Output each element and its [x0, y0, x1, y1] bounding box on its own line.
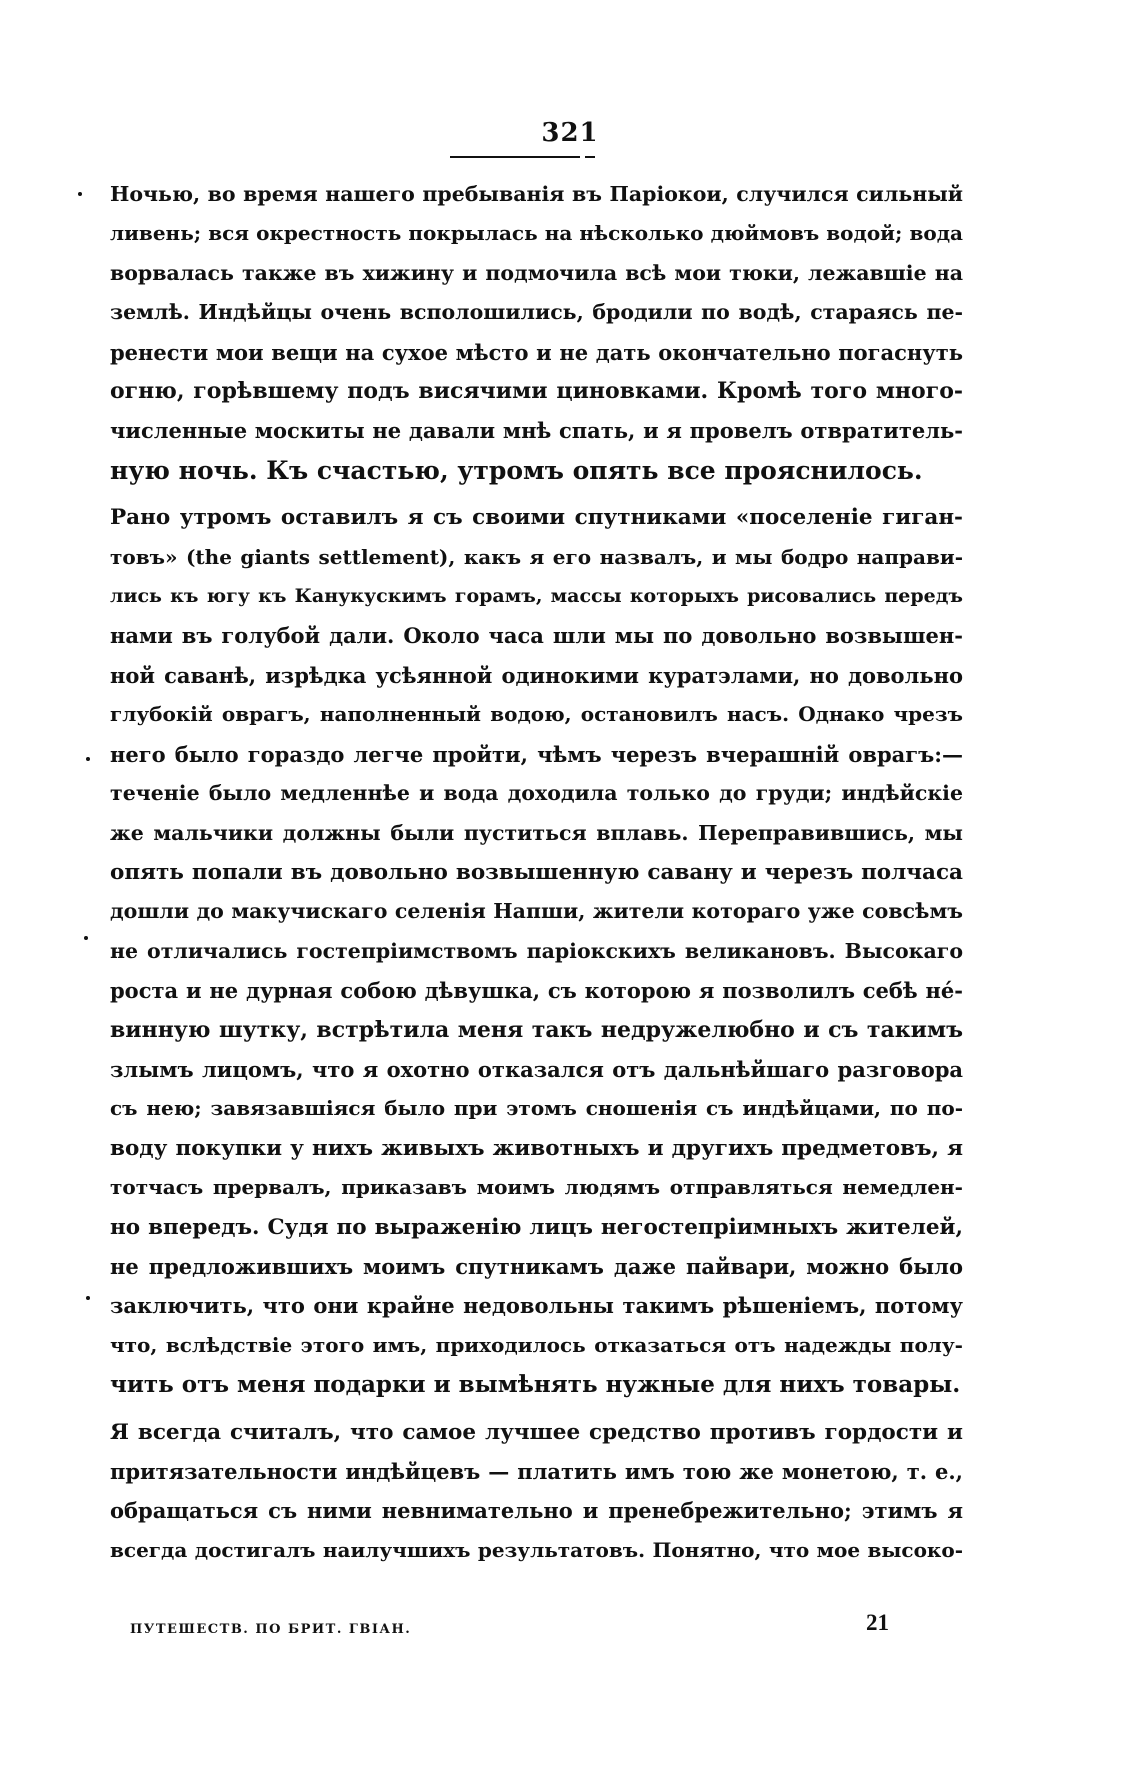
text-line: ворвалась также въ хижину и подмочила всѣ мои тюки, лежавшіе на: [110, 260, 963, 285]
text-line: численные москиты не давали мнѣ спать, и я провелъ отвратитель-: [110, 418, 963, 444]
text-line: роста и не дурная собою дѣвушка, съ которою я позволилъ себѣ нé-: [110, 978, 963, 1004]
text-line: заключить, что они крайне недовольны такимъ рѣшеніемъ, потому: [110, 1293, 963, 1319]
text-line: всегда достигалъ наилучшихъ результатовъ. Понятно, что мое высоко-: [110, 1537, 963, 1562]
text-line: обращаться съ ними невнимательно и пренебрежительно; этимъ я: [110, 1498, 963, 1524]
text-line: ливень; вся окрестность покрылась на нѣсколько дюймовъ водой; вода: [110, 221, 963, 246]
text-line: воду покупки у нихъ живыхъ животныхъ и другихъ предметовъ, я: [110, 1135, 963, 1161]
header-rule: [450, 156, 580, 158]
text-line: Рано утромъ оставилъ я съ своими спутниками «поселеніе гиган-: [110, 505, 963, 531]
text-line: землѣ. Индѣйцы очень всполошились, бродили по водѣ, стараясь пе-: [110, 300, 963, 325]
text-line: него было гораздо легче пройти, чѣмъ черезъ вчерашній оврагъ:—: [110, 741, 963, 767]
text-line: но впередъ. Судя по выраженію лицъ негостепріимныхъ жителей,: [110, 1214, 963, 1240]
text-line: злымъ лицомъ, что я охотно отказался отъ дальнѣйшаго разговора: [110, 1056, 963, 1082]
text-line: опять попали въ довольно возвышенную савану и черезъ полчаса: [110, 859, 963, 885]
text-line: ренести мои вещи на сухое мѣсто и не дать окончательно погаснуть: [110, 339, 963, 365]
text-line: ной саванѣ, изрѣдка усѣянной одинокими куратэлами, но довольно: [110, 662, 963, 688]
stray-ink-mark: [86, 1296, 90, 1300]
text-line: что, вслѣдствіе этого имъ, приходилось отказаться отъ надежды полу-: [110, 1332, 963, 1357]
text-line: не предложившихъ моимъ спутникамъ даже пайвари, можно было: [110, 1253, 963, 1279]
header-rule-dash: [585, 156, 595, 158]
text-line: не отличались гостепріимствомъ паріокскихъ великановъ. Высокаго: [110, 938, 963, 963]
sheet-number: 21: [866, 1610, 889, 1635]
paragraph-3: [110, 1413, 963, 1571]
text-line: Ночью, во время нашего пребыванія въ Паріокои, случился сильный: [110, 182, 963, 206]
paragraph-1: [110, 175, 963, 490]
text-line: теченіе было медленнѣе и вода доходила только до груди; индѣйскіе: [110, 781, 963, 806]
stray-ink-mark: [86, 757, 90, 761]
text-line: лись къ югу къ Канукускимъ горамъ, массы которыхъ рисовались передъ: [110, 585, 963, 608]
text-line: винную шутку, встрѣтила меня такъ недружелюбно и съ такимъ: [110, 1016, 963, 1043]
body-text: [110, 175, 963, 1570]
text-line: тотчасъ прервалъ, приказавъ моимъ людямъ отправляться немедлен-: [110, 1175, 963, 1200]
printer-signature: ПУТЕШЕСТВ. ПО БРИТ. ГВІАН.: [130, 1622, 412, 1637]
text-line: Я всегда считалъ, что самое лучшее средство противъ гордости и: [110, 1419, 963, 1445]
page-number: 321: [541, 118, 599, 148]
stray-ink-mark: [78, 192, 82, 196]
text-line: чить отъ меня подарки и вымѣнять нужные для нихъ товары.: [110, 1371, 961, 1399]
text-line: нами въ голубой дали. Около часа шли мы по довольно возвышен-: [110, 623, 963, 649]
text-line: огню, горѣвшему подъ висячими циновками. Кромѣ того много-: [110, 378, 963, 405]
paragraph-2: [110, 498, 963, 1404]
text-line: съ нею; завязавшіяся было при этомъ сношенія съ индѣйцами, по по-: [110, 1096, 963, 1121]
text-line: товъ» (the giants settlement), какъ я его назвалъ, и мы бодро направи-: [110, 544, 963, 569]
text-line: ную ночь. Къ счастью, утромъ опять все прояснилось.: [110, 455, 923, 485]
text-line: же мальчики должны были пуститься вплавь. Переправившись, мы: [110, 820, 963, 845]
text-line: притязательности индѣйцевъ — платить имъ тою же монетою, т. е.,: [110, 1459, 963, 1484]
text-line: глубокій оврагъ, наполненный водою, остановилъ насъ. Однако чрезъ: [110, 702, 963, 727]
text-line: дошли до макучискаго селенія Напши, жители котораго уже совсѣмъ: [110, 899, 963, 924]
stray-ink-mark: [84, 936, 88, 940]
